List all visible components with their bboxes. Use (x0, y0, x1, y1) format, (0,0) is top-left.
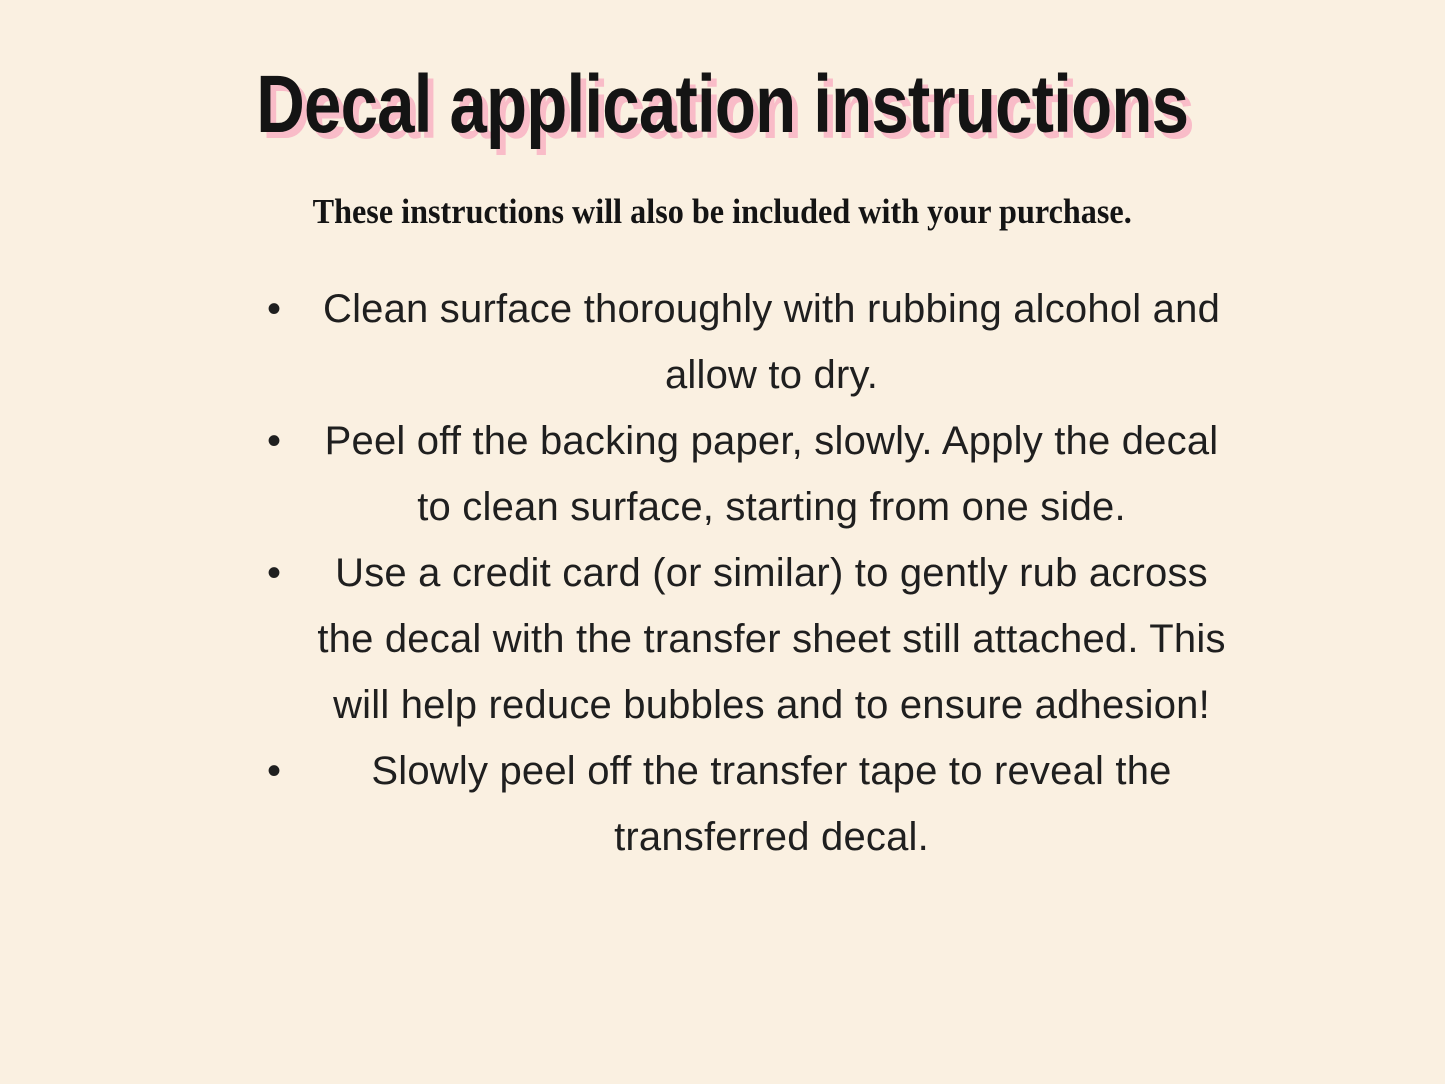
page-title (0, 56, 1445, 154)
bullet-marker: • (267, 551, 282, 595)
instruction-text: Use a credit card (or similar) to gently rub across the decal with the transfer sheet still attached. This will help reduce bubbles and to ensure adhesion! (317, 551, 1226, 727)
list-item (245, 738, 1240, 870)
instruction-text: Clean surface thoroughly with rubbing alcohol and allow to dry. (322, 287, 1221, 397)
bullet-marker: • (267, 419, 282, 463)
list-item (245, 408, 1240, 540)
list-item (245, 276, 1240, 408)
instruction-list (245, 276, 1240, 870)
page-subtitle (0, 192, 1445, 232)
page-subtitle-text: These instructions will also be included with your purchase. (312, 192, 1133, 231)
bullet-marker: • (267, 287, 282, 331)
instruction-text: Peel off the backing paper, slowly. Apply the decal to clean surface, starting from one side. (324, 419, 1219, 529)
instruction-text: Slowly peel off the transfer tape to reveal the transferred decal. (371, 749, 1172, 859)
list-item (245, 540, 1240, 738)
bullet-marker: • (267, 749, 282, 793)
page-title-text: Decal application instructions (256, 59, 1189, 150)
